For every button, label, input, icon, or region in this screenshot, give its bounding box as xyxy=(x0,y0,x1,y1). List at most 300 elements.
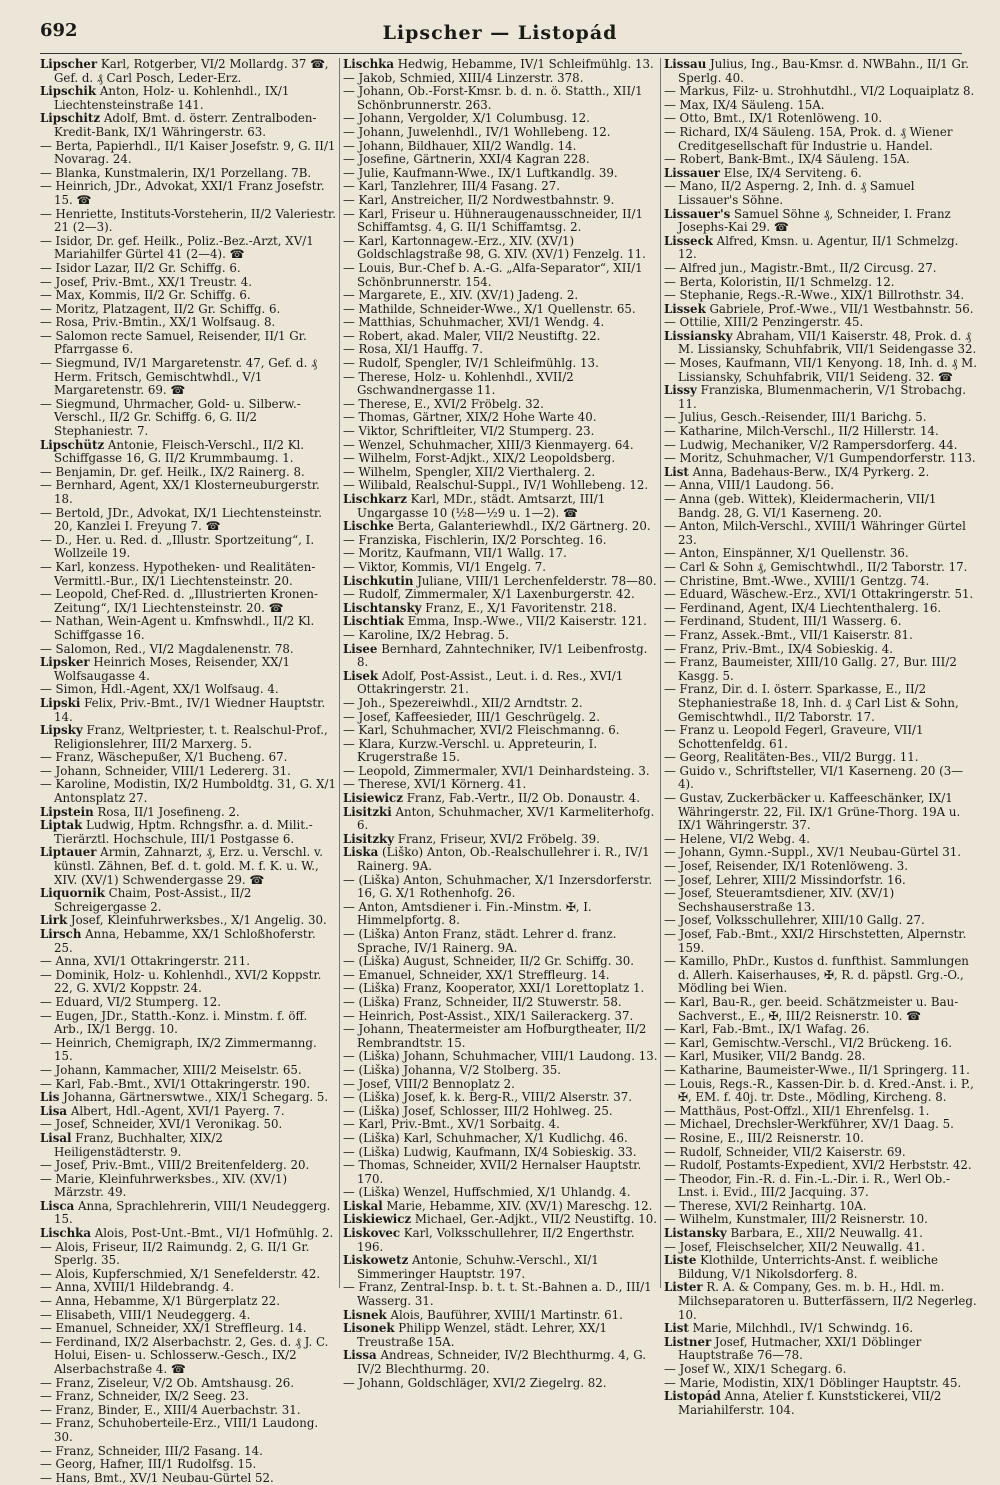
entry-text: — Wilhelm, Spengler, XII/2 Vierthalerg. 2. xyxy=(343,464,596,479)
directory-entry xyxy=(664,479,978,493)
directory-entry xyxy=(664,493,978,520)
entry-text: — Therese, Holz- u. Kohlenhdl., XVII/2 Gschwandnergasse 11. xyxy=(343,369,574,398)
directory-entry xyxy=(664,439,978,453)
entry-surname: Liquornik xyxy=(40,886,105,901)
entry-text: — Josef, VIII/2 Bennoplatz 2. xyxy=(343,1076,515,1091)
entry-surname: Lisee xyxy=(343,641,378,656)
entry-surname: Liptauer xyxy=(40,845,97,860)
entry-surname: Listner xyxy=(664,1334,712,1349)
entry-text: — Leopold, Chef-Red. d. „Illustrierten Kronen-Zeitung“, IX/1 Liechtensteinstr. 20. ☎ xyxy=(40,587,318,615)
directory-entry xyxy=(664,316,978,330)
directory-entry xyxy=(343,901,659,928)
directory-entry xyxy=(343,955,659,969)
entry-text: — Salomon, Red., VI/2 Magdalenenstr. 78. xyxy=(40,641,294,656)
directory-entry xyxy=(664,384,978,411)
entry-surname: Lisseck xyxy=(664,233,713,248)
directory-entry xyxy=(664,303,978,317)
directory-entry xyxy=(343,629,659,643)
directory-entry xyxy=(664,1173,978,1200)
entry-text: — Henriette, Instituts-Vorsteherin, II/2 Valeriestr. 21 (2—3). xyxy=(40,206,336,235)
entry-surname: Lipstein xyxy=(40,804,94,819)
entry-text: Armin, Zahnarzt, ₰, Erz. u. Verschl. v. künstl. Zähnen, Bef. d. t. gold. M. f. K. u. W., XIV. (XV/1) Schwendergasse 29. ☎ xyxy=(54,845,324,887)
entry-text: — Rosa, XI/1 Hauffg. 7. xyxy=(343,342,484,357)
directory-entry xyxy=(343,126,659,140)
directory-entry xyxy=(664,1322,978,1336)
entry-text: Adolf, Post-Assist., Leut. i. d. Res., XVI/1 Ottakringerstr. 21. xyxy=(357,668,624,697)
entry-text: Gabriele, Prof.-Wwe., VII/1 Westbahnstr. 56. xyxy=(709,301,974,316)
directory-entry xyxy=(664,615,978,629)
directory-entry xyxy=(40,140,336,167)
entry-text: — Johann, Ob.-Forst-Kmsr. b. d. n. ö. Statth., XII/1 Schönbrunnerstr. 263. xyxy=(343,84,643,112)
entry-text: — Salomon recte Samuel, Reisender, II/1 Gr. Pfarrgasse 6. xyxy=(40,328,307,357)
directory-entry xyxy=(343,1377,659,1391)
directory-entry xyxy=(343,479,659,493)
entry-surname: List xyxy=(664,464,689,479)
directory-entry xyxy=(40,955,336,969)
entry-text: — Eugen, JDr., Statth.-Konz. i. Minstm. f. öff. Arb., IX/1 Bergg. 10. xyxy=(40,1008,308,1037)
directory-entry xyxy=(40,1078,336,1092)
entry-text: — Margarete, E., XIV. (XV/1) Jadeng. 2. xyxy=(343,288,579,303)
directory-entry xyxy=(664,724,978,751)
entry-surname: Lisonek xyxy=(343,1321,395,1336)
directory-entry xyxy=(664,411,978,425)
entry-text: — Rosine, E., III/2 Reisnerstr. 10. xyxy=(664,1130,864,1145)
entry-text: Berta, Galanteriewhdl., IX/2 Gärtnerg. 20. xyxy=(397,519,651,534)
entry-text: Josef, Hutmacher, XXI/1 Döblinger Hauptstraße 76—78. xyxy=(678,1334,922,1363)
directory-entry xyxy=(664,1050,978,1064)
entry-surname: Lipscher xyxy=(40,57,98,71)
directory-entry xyxy=(343,982,659,996)
directory-entry xyxy=(40,1227,336,1241)
directory-entry xyxy=(40,1377,336,1391)
directory-entry xyxy=(343,343,659,357)
entry-text: — Therese, XVI/1 Körnerg. 41. xyxy=(343,777,527,792)
directory-entry xyxy=(664,683,978,724)
entry-text: — Josef, Schneider, XVI/1 Veronikag. 50. xyxy=(40,1117,283,1132)
directory-entry xyxy=(343,846,659,873)
directory-entry xyxy=(40,303,336,317)
entry-text: — Moses, Kaufmann, VII/1 Kenyong. 18, Inh. d. ₰ M. Lissiansky, Schuhfabrik, VII/1 Seideng. 32. ☎ xyxy=(664,356,977,384)
directory-entry xyxy=(664,1200,978,1214)
column-2 xyxy=(343,57,659,1390)
directory-entry xyxy=(40,1064,336,1078)
entry-surname: Lissek xyxy=(664,301,706,316)
entry-text: — Rudolf, Zimmermaler, X/1 Laxenburgerstr. 42. xyxy=(343,587,635,602)
directory-entry xyxy=(664,1213,978,1227)
directory-entry xyxy=(664,955,978,996)
entry-text: — Anna, Hebamme, X/1 Bürgerplatz 22. xyxy=(40,1294,281,1309)
directory-entry xyxy=(40,1458,336,1472)
directory-entry xyxy=(664,235,978,262)
entry-text: — Ferdinand, IX/2 Alserbachstr. 2, Ges. d. ₰ J. C. Holui, Eisen- u. Schlosserw.-Gesch., IX/2 Alserbachstraße 4. ☎ xyxy=(40,1334,329,1376)
directory-entry xyxy=(343,833,659,847)
directory-entry xyxy=(343,778,659,792)
entry-text: — Wilhelm, Kunstmaler, III/2 Reisnerstr. 10. xyxy=(664,1212,928,1227)
directory-entry xyxy=(343,643,659,670)
entry-text: — Otto, Bmt., IX/1 Rotenlöweng. 10. xyxy=(664,111,883,126)
directory-entry xyxy=(343,1186,659,1200)
directory-entry xyxy=(664,887,978,914)
entry-text: — Franz, Schuhoberteile-Erz., VIII/1 Laudong. 30. xyxy=(40,1416,319,1444)
directory-entry xyxy=(664,1118,978,1132)
directory-entry xyxy=(664,126,978,153)
entry-text: — Georg, Realitäten-Bes., VII/2 Burgg. 11. xyxy=(664,750,919,765)
entry-text: — Karoline, Modistin, IX/2 Humboldtg. 31, G. X/1 Antonsplatz 27. xyxy=(40,777,336,806)
directory-entry xyxy=(40,996,336,1010)
directory-entry xyxy=(664,208,978,235)
directory-entry xyxy=(343,371,659,398)
entry-text: — Max, Kommis, II/2 Gr. Schiffg. 6. xyxy=(40,288,251,303)
directory-entry xyxy=(343,289,659,303)
entry-text: — Joh., Spezereiwhdl., XII/2 Arndtstr. 2. xyxy=(343,695,583,710)
entry-text: Adolf, Bmt. d. österr. Zentralboden-Kredit-Bank, IX/1 Währingerstr. 63. xyxy=(54,111,317,139)
entry-surname: Listansky xyxy=(664,1226,727,1241)
entry-text: — Anton, Amtsdiener i. Fin.-Minstm. ✠, I. Himmelpfortg. 8. xyxy=(343,899,592,928)
directory-entry xyxy=(664,765,978,792)
directory-entry xyxy=(40,112,336,139)
column-3 xyxy=(664,57,978,1417)
entry-text: Klothilde, Unterrichts-Anst. f. weibliche Bildung, V/1 Nikolsdorferg. 8. xyxy=(678,1253,939,1281)
entry-text: — Josef, Kaffeesieder, III/1 Geschrügelg. 2. xyxy=(343,709,600,724)
directory-entry xyxy=(40,235,336,262)
entry-text: — Karl, Tanzlehrer, III/4 Fasang. 27. xyxy=(343,179,561,194)
entry-text: — Berta, Papierhdl., II/1 Kaiser Josefstr. 9, G. II/1 Novarag. 24. xyxy=(40,138,336,167)
directory-entry xyxy=(343,208,659,235)
entry-text: — Johann, Bildhauer, XII/2 Wandlg. 14. xyxy=(343,138,577,153)
entry-surname: Lischtiak xyxy=(343,614,404,629)
directory-entry xyxy=(40,1091,336,1105)
entry-text: — Emanuel, Schneider, XX/1 Streffleurg. 14. xyxy=(40,1321,307,1336)
directory-entry xyxy=(664,846,978,860)
entry-surname: Liste xyxy=(664,1253,697,1268)
directory-entry xyxy=(40,1309,336,1323)
directory-entry xyxy=(40,262,336,276)
entry-text: — Robert, akad. Maler, VII/2 Neustiftg. 22. xyxy=(343,328,601,343)
directory-entry xyxy=(40,724,336,751)
entry-text: — Josef, Steueramtsdiener, XIV. (XV/1) Sechshauserstraße 13. xyxy=(664,886,895,914)
directory-entry xyxy=(664,643,978,657)
directory-entry xyxy=(664,792,978,833)
directory-entry xyxy=(664,180,978,207)
entry-surname: Lisitzki xyxy=(343,804,392,819)
entry-text: — Guido v., Schriftsteller, VI/1 Kaserneng. 20 (3—4). xyxy=(664,763,964,792)
entry-text: — Karl, Gemischtw.-Verschl., VI/2 Brückeng. 16. xyxy=(664,1035,953,1050)
entry-text: — Johann, Schneider, VIII/1 Ledererg. 31. xyxy=(40,763,291,778)
directory-entry xyxy=(343,1227,659,1254)
entry-text: — (Liška) Ludwig, Kaufmann, IX/4 Sobieskig. 33. xyxy=(343,1144,637,1159)
entry-text: — Franziska, Fischlerin, IX/2 Porschteg. 16. xyxy=(343,532,607,547)
directory-entry xyxy=(40,683,336,697)
entry-text: — Moritz, Platzagent, II/2 Gr. Schiffg. 6. xyxy=(40,301,281,316)
entry-text: — Eduard, Wäschew.-Erz., XVI/1 Ottakringerstr. 51. xyxy=(664,587,974,602)
directory-entry xyxy=(664,1377,978,1391)
directory-entry xyxy=(40,1445,336,1459)
entry-text: — Katharine, Baumeister-Wwe., II/1 Springerg. 11. xyxy=(664,1062,970,1077)
entry-text: — Karl, Priv.-Bmt., XV/1 Sorbaitg. 4. xyxy=(343,1117,560,1132)
directory-entry xyxy=(40,765,336,779)
directory-entry xyxy=(664,1023,978,1037)
directory-entry xyxy=(343,615,659,629)
directory-entry xyxy=(343,167,659,181)
entry-text: Antonie, Fleisch-Verschl., II/2 Kl. Schiffgasse 16, G. II/2 Krummbaumg. 1. xyxy=(54,437,305,466)
entry-text: — Louis, Bur.-Chef b. A.-G. „Alfa-Separator“, XII/1 Schönbrunnerstr. 154. xyxy=(343,260,643,289)
directory-entry xyxy=(343,1309,659,1323)
directory-entry xyxy=(40,330,336,357)
entry-text: — Josef, Lehrer, XIII/2 Missindorfstr. 16. xyxy=(664,872,906,887)
directory-entry xyxy=(664,58,978,85)
directory-entry xyxy=(40,85,336,112)
directory-entry xyxy=(664,1159,978,1173)
directory-entry xyxy=(343,425,659,439)
directory-entry xyxy=(343,520,659,534)
directory-entry xyxy=(664,289,978,303)
directory-entry xyxy=(664,874,978,888)
directory-entry xyxy=(343,561,659,575)
entry-text: — Alfred jun., Magistr.-Bmt., II/2 Circusg. 27. xyxy=(664,260,937,275)
directory-entry xyxy=(343,996,659,1010)
entry-text: — Thomas, Schneider, XVII/2 Hernalser Hauptstr. 170. xyxy=(343,1158,642,1186)
directory-entry xyxy=(664,85,978,99)
directory-entry xyxy=(664,1227,978,1241)
entry-text: — Johann, Juwelenhdl., IV/1 Wohllebeng. 12. xyxy=(343,124,611,139)
directory-entry xyxy=(664,112,978,126)
directory-entry xyxy=(40,1200,336,1227)
directory-entry xyxy=(664,860,978,874)
entry-text: — Louis, Regs.-R., Kassen-Dir. b. d. Kred.-Anst. i. P., ✠, EM. f. 40j. tr. Dste., Mödling, Kircheng. 8. xyxy=(664,1076,974,1105)
entry-text: — Anton, Einspänner, X/1 Quellenstr. 36. xyxy=(664,546,909,561)
entry-surname: Lisa xyxy=(40,1103,68,1118)
entry-surname: Lisiewicz xyxy=(343,791,403,806)
directory-entry xyxy=(343,357,659,371)
entry-text: — Alois, Friseur, II/2 Raimundg. 2, G. II/1 Gr. Sperlg. 35. xyxy=(40,1239,310,1268)
directory-entry xyxy=(40,534,336,561)
entry-text: — Rudolf, Spengler, IV/1 Schleifmühlg. 13. xyxy=(343,356,599,371)
directory-entry xyxy=(343,439,659,453)
entry-text: Antonie, Schuhw.-Verschl., XI/1 Simmeringer Hauptstr. 197. xyxy=(357,1253,599,1281)
entry-text: — Franz, Zentral-Insp. b. t. t. St.-Bahnen a. D., III/1 Wasserg. 31. xyxy=(343,1280,652,1309)
entry-surname: Lissy xyxy=(664,383,697,398)
directory-entry xyxy=(664,1336,978,1363)
directory-entry xyxy=(343,1200,659,1214)
entry-text: — Michael, Drechsler-Werkführer, XV/1 Daag. 5. xyxy=(664,1117,954,1132)
entry-text: — (Liška) Franz, Kooperator, XXI/1 Lorettoplatz 1. xyxy=(343,981,645,996)
directory-entry xyxy=(40,1173,336,1200)
entry-surname: Listopád xyxy=(664,1389,721,1404)
entry-text: — Wilibald, Realschul-Suppl., IV/1 Wohllebeng. 12. xyxy=(343,478,649,493)
directory-entry xyxy=(40,1390,336,1404)
directory-entry xyxy=(40,1132,336,1159)
entry-text: Franz, Buchhalter, XIX/2 Heiligenstädterstr. 9. xyxy=(54,1130,223,1159)
entry-text: Franz, Weltpriester, t. t. Realschul-Prof., Religionslehrer, III/2 Marxerg. 5. xyxy=(54,723,328,751)
entry-text: — Johann, Vergolder, X/1 Columbusg. 12. xyxy=(343,111,590,126)
entry-text: — Christine, Bmt.-Wwe., XVIII/1 Gentzg. 74. xyxy=(664,573,930,588)
directory-entry xyxy=(343,466,659,480)
entry-text: — Rosa, Priv.-Bmtin., XX/1 Wolfsaug. 8. xyxy=(40,315,276,330)
directory-entry xyxy=(40,928,336,955)
entry-text: — Heinrich, JDr., Advokat, XXI/1 Franz Josefstr. 15. ☎ xyxy=(40,179,325,207)
entry-text: — Mathilde, Schneider-Wwe., X/1 Quellenstr. 65. xyxy=(343,301,636,316)
directory-entry xyxy=(343,303,659,317)
entry-text: — Moritz, Schuhmacher, V/1 Gumpendorferstr. 113. xyxy=(664,451,976,466)
entry-text: — Isidor, Dr. gef. Heilk., Poliz.-Bez.-Arzt, XV/1 Mariahilfer Gürtel 41 (2—4). ☎ xyxy=(40,233,314,262)
directory-entry xyxy=(664,629,978,643)
directory-entry xyxy=(664,833,978,847)
entry-surname: Lischtansky xyxy=(343,600,422,615)
directory-entry xyxy=(343,1159,659,1186)
entry-surname: Lipschik xyxy=(40,84,97,99)
entry-surname: Lipsker xyxy=(40,655,90,670)
entry-surname: Lischke xyxy=(343,519,394,534)
entry-surname: Lis xyxy=(40,1090,60,1105)
column-1 xyxy=(40,57,336,1485)
header-rule xyxy=(40,53,962,54)
entry-text: — Therese, XVI/2 Reinhartg. 10A. xyxy=(664,1198,867,1213)
entry-text: — Stephanie, Regs.-R.-Wwe., XIX/1 Billrothstr. 34. xyxy=(664,288,965,303)
entry-text: — Josef, Fleischselcher, XII/2 Neuwallg. 41. xyxy=(664,1239,926,1254)
entry-text: Samuel Söhne ₰, Schneider, I. Franz Josephs-Kai 29. ☎ xyxy=(678,206,951,235)
directory-entry xyxy=(40,289,336,303)
entry-text: — Klara, Kurzw.-Verschl. u. Appreteurin, I. Krugerstraße 15. xyxy=(343,736,598,765)
directory-entry xyxy=(343,153,659,167)
page-number: 692 xyxy=(40,20,78,41)
entry-text: — Viktor, Schriftleiter, VI/2 Stumperg. 23. xyxy=(343,424,595,439)
entry-surname: Lisnek xyxy=(343,1307,387,1322)
directory-entry xyxy=(664,1254,978,1281)
directory-entry xyxy=(343,1064,659,1078)
directory-entry xyxy=(40,1105,336,1119)
entry-text: Franz, E., X/1 Favoritenstr. 218. xyxy=(425,600,617,615)
entry-text: Anton, Holz- u. Kohlenhdl., IX/1 Liechtensteinstraße 141. xyxy=(54,84,290,112)
directory-entry xyxy=(664,914,978,928)
entry-text: — Karl, Kartonnagew.-Erz., XIV. (XV/1) Goldschlagstraße 98, G. XIV. (XV/1) Fenzelg. 11. xyxy=(343,233,646,262)
directory-entry xyxy=(343,547,659,561)
entry-text: Albert, Hdl.-Agent, XVI/1 Payerg. 7. xyxy=(70,1103,285,1118)
directory-entry xyxy=(343,575,659,589)
entry-text: — Kamillo, PhDr., Kustos d. funfthist. Sammlungen d. Allerh. Kaiserhauses, ✠, R. d. päpstl. Grg.-O., Mödling bei Wien. xyxy=(664,954,969,996)
directory-entry xyxy=(343,1091,659,1105)
entry-text: — (Liška) August, Schneider, II/2 Gr. Schiffg. 30. xyxy=(343,954,634,969)
directory-entry xyxy=(40,643,336,657)
entry-text: — Karl, Fab.-Bmt., XVI/1 Ottakringerstr. 190. xyxy=(40,1076,311,1091)
entry-text: — Therese, E., XVI/2 Fröbelg. 32. xyxy=(343,396,544,411)
directory-entry xyxy=(40,1159,336,1173)
entry-text: Franziska, Blumenmacherin, V/1 Strobachg. 11. xyxy=(678,383,966,411)
entry-text: — (Liška) Franz, Schneider, II/2 Stuwerstr. 58. xyxy=(343,994,622,1009)
entry-text: — Dominik, Holz- u. Kohlenhdl., XVI/2 Koppstr. 22, G. XVI/2 Koppstr. 24. xyxy=(40,967,322,996)
entry-text: Hedwig, Hebamme, IV/1 Schleifmühlg. 13. xyxy=(397,57,654,71)
directory-entry xyxy=(343,85,659,112)
entry-text: Julius, Ing., Bau-Kmsr. d. NWBahn., II/1 Gr. Sperlg. 40. xyxy=(678,57,970,85)
directory-entry xyxy=(40,751,336,765)
entry-text: Ludwig, Hptm. Rchngsfhr. a. d. Milit.-Tierärztl. Hochschule, III/1 Postgasse 6. xyxy=(54,818,313,846)
entry-text: — Nathan, Wein-Agent u. Kmfnswhdl., II/2 Kl. Schiffgasse 16. xyxy=(40,614,315,642)
entry-surname: Lischkutin xyxy=(343,573,414,588)
entry-text: Emma, Insp.-Wwe., VII/2 Kaiserstr. 121. xyxy=(407,614,647,629)
directory-entry xyxy=(343,316,659,330)
directory-entry xyxy=(343,1078,659,1092)
entry-surname: Lischkarz xyxy=(343,492,407,506)
entry-text: — D., Her. u. Red. d. „Illustr. Sportzeitung“, I. Wollzeile 19. xyxy=(40,532,315,561)
entry-surname: Lisek xyxy=(343,668,379,683)
entry-text: — Johann, Goldschläger, XVI/2 Ziegelrg. 82. xyxy=(343,1375,607,1390)
directory-entry xyxy=(664,452,978,466)
directory-entry xyxy=(664,276,978,290)
entry-text: — Benjamin, Dr. gef. Heilk., IX/2 Rainerg. 8. xyxy=(40,464,305,479)
entry-text: — Julius, Gesch.-Reisender, III/1 Barichg. 5. xyxy=(664,410,927,425)
directory-entry xyxy=(40,208,336,235)
entry-text: Abraham, VII/1 Kaiserstr. 48, Prok. d. ₰ M. Lissiansky, Schuhfabrik, VII/1 Seidengasse 32. xyxy=(678,328,977,357)
directory-entry xyxy=(40,479,336,506)
directory-entry xyxy=(664,425,978,439)
entry-surname: Lisitzky xyxy=(343,831,395,846)
directory-entry xyxy=(40,697,336,724)
entry-text: — Karl, Friseur u. Hühneraugenausschneider, II/1 Schiffamtsg. 4, G. II/1 Schiffamtsg. 2. xyxy=(343,206,643,235)
directory-entry xyxy=(343,711,659,725)
entry-surname: Lischka xyxy=(40,1226,91,1241)
entry-text: — Marie, Kleinfuhrwerksbes., XIV. (XV/1) Märzstr. 49. xyxy=(40,1171,288,1200)
entry-text: — (Liška) Josef, Schlosser, III/2 Hohlweg. 25. xyxy=(343,1103,613,1118)
entry-surname: Lischka xyxy=(343,57,394,71)
entry-text: — Siegmund, IV/1 Margaretenstr. 47, Gef. d. ₰ Herm. Fritsch, Gemischtwhdl., V/1 Margaretenstr. 69. ☎ xyxy=(40,356,318,398)
directory-entry xyxy=(664,262,978,276)
directory-entry xyxy=(343,140,659,154)
directory-entry xyxy=(40,846,336,887)
entry-text: — Franz, Schneider, IX/2 Seeg. 23. xyxy=(40,1389,249,1404)
entry-text: Philipp Wenzel, städt. Lehrer, XX/1 Treustraße 15A. xyxy=(357,1321,607,1349)
entry-surname: Lipsky xyxy=(40,723,83,738)
directory-entry xyxy=(343,969,659,983)
directory-entry xyxy=(343,194,659,208)
entry-surname: Lirk xyxy=(40,913,68,928)
entry-text: Rosa, II/1 Josefineng. 2. xyxy=(97,804,240,819)
entry-text: Marie, Hebamme, XIV. (XV/1) Mareschg. 12. xyxy=(386,1198,653,1213)
directory-entry xyxy=(40,819,336,846)
entry-surname: Liskiewicz xyxy=(343,1212,412,1227)
directory-entry xyxy=(40,466,336,480)
entry-text: — Josef W., XIX/1 Schegarg. 6. xyxy=(664,1362,847,1376)
directory-entry xyxy=(343,792,659,806)
entry-text: — Mano, II/2 Asperng. 2, Inh. d. ₰ Samuel Lissauer's Söhne. xyxy=(664,179,915,207)
directory-entry xyxy=(664,1281,978,1322)
directory-entry xyxy=(664,153,978,167)
directory-entry xyxy=(343,262,659,289)
entry-text: — Georg, Hafner, III/1 Rudolfsg. 15. xyxy=(40,1457,257,1472)
directory-entry xyxy=(664,1146,978,1160)
entry-text: Heinrich Moses, Reisender, XX/1 Wolfsaugasse 4. xyxy=(54,655,291,683)
directory-entry xyxy=(343,1105,659,1119)
directory-entry xyxy=(664,588,978,602)
directory-entry xyxy=(343,398,659,412)
directory-entry xyxy=(40,1295,336,1309)
entry-text: — Heinrich, Chemigraph, IX/2 Zimmermanng. 15. xyxy=(40,1035,317,1064)
entry-text: — Rudolf, Schneider, VII/2 Kaiserstr. 69. xyxy=(664,1144,906,1159)
directory-entry xyxy=(664,1363,978,1377)
entry-text: Michael, Ger.-Adjkt., VII/2 Neustiftg. 10. xyxy=(414,1212,658,1227)
entry-text: — Ferdinand, Student, III/1 Wasserg. 6. xyxy=(664,614,902,629)
entry-text: — Elisabeth, VIII/1 Neudeggerg. 4. xyxy=(40,1307,251,1322)
entry-text: Barbara, E., XII/2 Neuwallg. 41. xyxy=(730,1226,923,1241)
entry-text: — (Liška) Josef, k. k. Berg-R., VIII/2 Alserstr. 37. xyxy=(343,1090,633,1105)
directory-entry xyxy=(40,1417,336,1444)
entry-text: — Theodor, Fin.-R. d. Fin.-L.-Dir. i. R., Werl Ob.-Lnst. i. Evid., III/2 Jacquing. 37. xyxy=(664,1171,950,1200)
entry-text: Karl, MDr., städt. Amtsarzt, III/1 Ungargasse 10 (½8—½9 u. 1—2). ☎ xyxy=(357,492,606,520)
entry-text: R. A. & Company, Ges. m. b. H., Hdl. m. Milchseparatoren u. Butterfässern, II/2 Negerleg. 10. xyxy=(678,1280,977,1322)
directory-entry xyxy=(343,1010,659,1024)
entry-text: — Franz, Ziseleur, V/2 Ob. Amtshausg. 26. xyxy=(40,1375,294,1390)
entry-text: Johanna, Gärtnerswtwe., XIX/1 Schegarg. 5. xyxy=(63,1090,329,1105)
entry-text: — (Liška) Johann, Schuhmacher, VIII/1 Laudong. 13. xyxy=(343,1049,658,1064)
entry-text: — Leopold, Zimmermaler, XVI/1 Deinhardsteing. 3. xyxy=(343,763,650,778)
